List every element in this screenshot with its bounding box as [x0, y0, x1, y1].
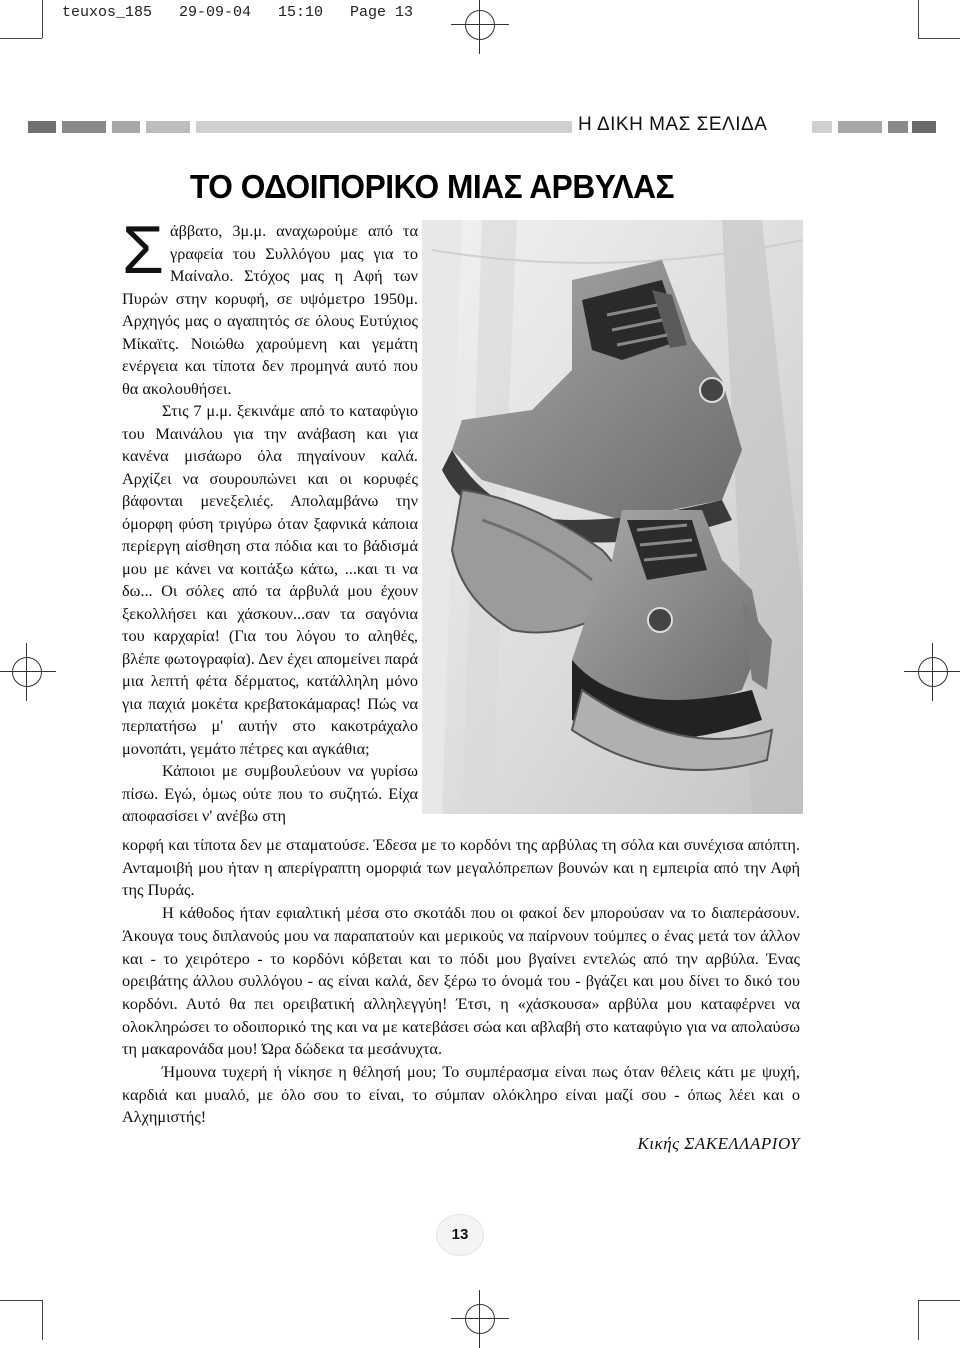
header-bar [0, 121, 960, 135]
boots-photo [422, 220, 803, 814]
print-slug: teuxos_185 29-09-04 15:10 Page 13 [62, 4, 414, 21]
paragraph-1: Σάββατο, 3μ.μ. αναχωρούμε από τα γραφεία του Συλλόγου μας για το Μαίναλο. Στόχος μας η Αφή των Πυρών στην κορυφή, σε υψόμετρο 1950μ. Αρχηγός μας ο αγαπητός σε όλους Ευτύχιος Μίκαϊτς. Νοιώθω χαρούμενη και γεμάτη ενέργεια και τίποτα δεν προμηνά αυτό που θα ακολουθήσει. [122, 212, 418, 398]
article-column [122, 212, 418, 828]
paragraph-6: Ήμουνα τυχερή ή νίκησε η θέλησή μου; Το συμπέρασμα είναι πως όταν θέλεις κάτι με ψυχή, καρδιά και μυαλό, με όλο σου το είναι, το σύμπαν ολόκληρο είναι μαζί σου - όπως λέει και ο Αλχημιστής! [122, 1062, 800, 1127]
article-continuation [122, 834, 800, 1129]
paragraph-4: κορφή και τίποτα δεν με σταματούσε. Έδεσα με το κορδόνι της αρβύλας τη σόλα και συνέχισα απόπτη. Ανταμοιβή μου ήταν η απερίγραπτη ομορφιά των μεγαλόπρεπων βουνών και η εμπειρία από την Αφή της Πυράς. [122, 835, 800, 900]
registration-mark-bottom [465, 1304, 495, 1334]
paragraph-3: Κάποιοι με συμβουλεύουν να γυρίσω πίσω. Εγώ, όμως ούτε που το συζητώ. Είχα αποφασίσει ν' ανέβω στη [122, 761, 418, 825]
registration-mark-top [465, 10, 495, 40]
registration-mark-left [12, 657, 42, 687]
page-number: 13 [436, 1214, 484, 1256]
paragraph-2: Στις 7 μ.μ. ξεκινάμε από το καταφύγιο του Μαινάλου για την ανάβαση και για κανένα μισάωρο όλα πηγαίνουν καλά. Αρχίζει να σουρουπώνει και οι κορυφές βάφονται μενεξελιές. Απολαμβάνω την όμορφη φύση τριγύρω όταν ξαφνικά κάποια περίεργη αίσθηση στα πόδια και το βάδισμά μου με κάνει να κοιτάξω κάτω, ...και τι να δω... Οι σόλες από τα άρβυλά μου έχουν ξεκολλήσει και χάσκουν...σαν τα σαγόνια του καρχαρία! (Για του λόγου το αληθές, βλέπε φωτογραφία). Δεν έχει απομείνει παρά μια λεπτή φέτα δέρματος, κατάλληλη μόνο για παχιά μοκέτα κρεβατοκάμαρας! Πώς να περπατήσω μ' αυτήν στο κακοτράχαλο μονοπάτι, γεμάτο πέτρες και αγκάθια; [122, 401, 418, 758]
drop-cap: Σ [122, 212, 165, 288]
article-title: ΤΟ ΟΔΟΙΠΟΡΙΚΟ ΜΙΑΣ ΑΡΒΥΛΑΣ [190, 168, 675, 205]
section-label: Η ΔΙΚΗ ΜΑΣ ΣΕΛΙΔΑ [578, 114, 768, 135]
registration-mark-right [918, 657, 948, 687]
paragraph-5: Η κάθοδος ήταν εφιαλτική μέσα στο σκοτάδι που οι φακοί δεν μπορούσαν να το διαπεράσουν. Άκουγα τους διπλανούς μου να παραπατούν και μερικούς να παίρνουν τούμπες ο ένας μετά τον άλλον και - το χειρότερο - το κορδόνι κόβεται και το πόδι μου βγαίνει εντελώς από την αρβύλα. Ένας ορειβάτης άλλου συλλόγου - ας είναι καλά, δεν ξέρω το όνομά του - βγάζει και μου δίνει το δικό του κορδόνι. Αυτό θα πει ορειβατική αλληλεγγύη! Έτσι, η «χάσκουσα» αρβύλα μου καταφέρνει να ολοκληρώσει το οδοιπορικό της και να με κατεβάσει σώα και αβλαβή στο καταφύγιο για να απολαύσω τη μακαρονάδα μου! Ώρα δώδεκα τα μεσάνυχτα. [122, 903, 800, 1059]
author-signature: Κικής ΣΑΚΕΛΛΑΡΙΟΥ [637, 1134, 800, 1153]
